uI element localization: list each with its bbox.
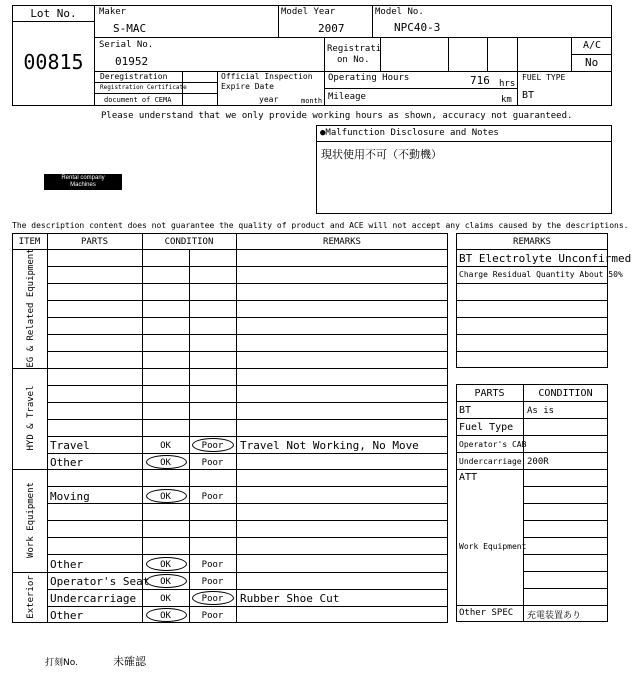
part-other: Other xyxy=(50,558,84,571)
condition-header: CONDITION xyxy=(164,237,214,247)
section-work: Work Equipment xyxy=(26,482,36,558)
model-year-value: 2007 xyxy=(318,22,345,35)
item-header: ITEM xyxy=(18,237,41,247)
right-parts-header: PARTS xyxy=(474,388,505,399)
condition-ok[interactable]: OK xyxy=(160,441,171,451)
operators-cab-label: Operator's CAB xyxy=(459,440,527,449)
malfunction-text: 現状使用不可（不動機） xyxy=(321,148,442,161)
remark-undercarriage: Rubber Shoe Cut xyxy=(240,592,340,605)
registration-certificate-label: Registration Certificate xyxy=(100,84,187,91)
condition-poor[interactable]: Poor xyxy=(201,492,224,502)
registration-label-1: Registrati xyxy=(327,44,382,54)
year-label: year xyxy=(259,95,279,104)
section-hyd: HYD & Travel xyxy=(26,385,36,451)
bt-value: As is xyxy=(527,406,555,416)
rental-badge-line1: Rental company xyxy=(61,175,105,181)
undercarriage-label: Undercarriage xyxy=(459,457,522,466)
right-remark-line1: BT Electrolyte Unconfirmed xyxy=(459,252,632,265)
part-other: Other xyxy=(50,609,84,622)
fuel-type-row-label: Fuel Type xyxy=(459,422,514,433)
ac-value: No xyxy=(585,56,599,69)
part-other: Other xyxy=(50,456,84,469)
operating-hours-value: 716 xyxy=(470,74,490,87)
part-undercarriage: Undercarriage xyxy=(50,592,137,605)
cema-label: document of CEMA xyxy=(104,96,172,104)
condition-ok[interactable]: OK xyxy=(160,611,171,621)
condition-poor[interactable]: Poor xyxy=(201,577,224,587)
right-remark-line2: Charge Residual Quantity About 50% xyxy=(459,270,623,279)
part-moving: Moving xyxy=(50,490,90,503)
stamp-no-label: 打刻No. xyxy=(45,658,78,668)
hours-notice: Please understand that we only provide working hours as shown, accuracy not guaranteed. xyxy=(101,111,573,121)
serial-no-label: Serial No. xyxy=(99,40,154,50)
model-no-value: NPC40-3 xyxy=(394,21,441,34)
fuel-type-label: FUEL TYPE xyxy=(522,73,566,82)
right-remarks-header: REMARKS xyxy=(513,237,551,247)
serial-no-value: 01952 xyxy=(115,55,149,68)
condition-ok[interactable]: OK xyxy=(160,560,171,570)
operating-hours-label: Operating Hours xyxy=(328,73,410,83)
month-label: month xyxy=(301,97,323,105)
fuel-type-value: BT xyxy=(522,90,535,101)
part-travel: Travel xyxy=(50,439,90,452)
condition-ok[interactable]: OK xyxy=(160,492,171,502)
ac-label: A/C xyxy=(583,40,602,51)
lot-no-label: Lot No. xyxy=(30,7,77,20)
deregistration-label: Deregistration xyxy=(100,72,168,81)
condition-poor[interactable]: Poor xyxy=(201,594,224,604)
mileage-label: Mileage xyxy=(328,92,366,102)
condition-poor[interactable]: Poor xyxy=(201,611,224,621)
other-spec-value: 充電装置あり xyxy=(527,611,582,621)
maker-value: S-MAC xyxy=(113,22,147,35)
remarks-header: REMARKS xyxy=(323,237,361,247)
remark-travel: Travel Not Working, No Move xyxy=(240,439,419,452)
maker-label: Maker xyxy=(99,7,127,17)
rental-badge-line2: Machines xyxy=(70,182,96,188)
work-equipment-label: Work Equipment xyxy=(459,542,527,551)
att-label: ATT xyxy=(459,472,478,483)
undercarriage-value: 200R xyxy=(527,457,549,467)
condition-ok[interactable]: OK xyxy=(160,577,171,587)
inspection-label-2: Expire Date xyxy=(221,82,274,91)
lot-no-value: 00815 xyxy=(23,50,84,74)
right-condition-header: CONDITION xyxy=(538,388,593,399)
hrs-unit: hrs xyxy=(499,79,516,89)
malfunction-box xyxy=(316,125,612,214)
section-eg: EG & Related Equipment xyxy=(26,248,36,368)
bt-label: BT xyxy=(459,405,472,416)
section-exterior: Exterior xyxy=(26,575,36,619)
condition-ok[interactable]: OK xyxy=(160,458,171,468)
part-operators-seat: Operator's Seat xyxy=(50,575,150,588)
malfunction-title: ●Malfunction Disclosure and Notes xyxy=(320,128,499,138)
km-unit: km xyxy=(501,95,512,105)
model-year-label: Model Year xyxy=(281,7,336,17)
registration-label-2: on No. xyxy=(337,55,370,65)
parts-header: PARTS xyxy=(80,237,109,247)
other-spec-label: Other SPEC xyxy=(459,608,514,618)
stamp-no-value: 未確認 xyxy=(113,655,146,668)
inspection-label-1: Official Inspection xyxy=(221,72,313,81)
model-no-label: Model No. xyxy=(375,7,424,17)
condition-poor[interactable]: Poor xyxy=(201,560,224,570)
disclaimer: The description content does not guarantee the quality of product and ACE will not accept any claims caused by the descriptions. xyxy=(12,221,629,230)
rental-company-badge xyxy=(44,174,122,190)
condition-poor[interactable]: Poor xyxy=(201,458,224,468)
condition-ok[interactable]: OK xyxy=(160,594,171,604)
condition-poor[interactable]: Poor xyxy=(201,441,224,451)
